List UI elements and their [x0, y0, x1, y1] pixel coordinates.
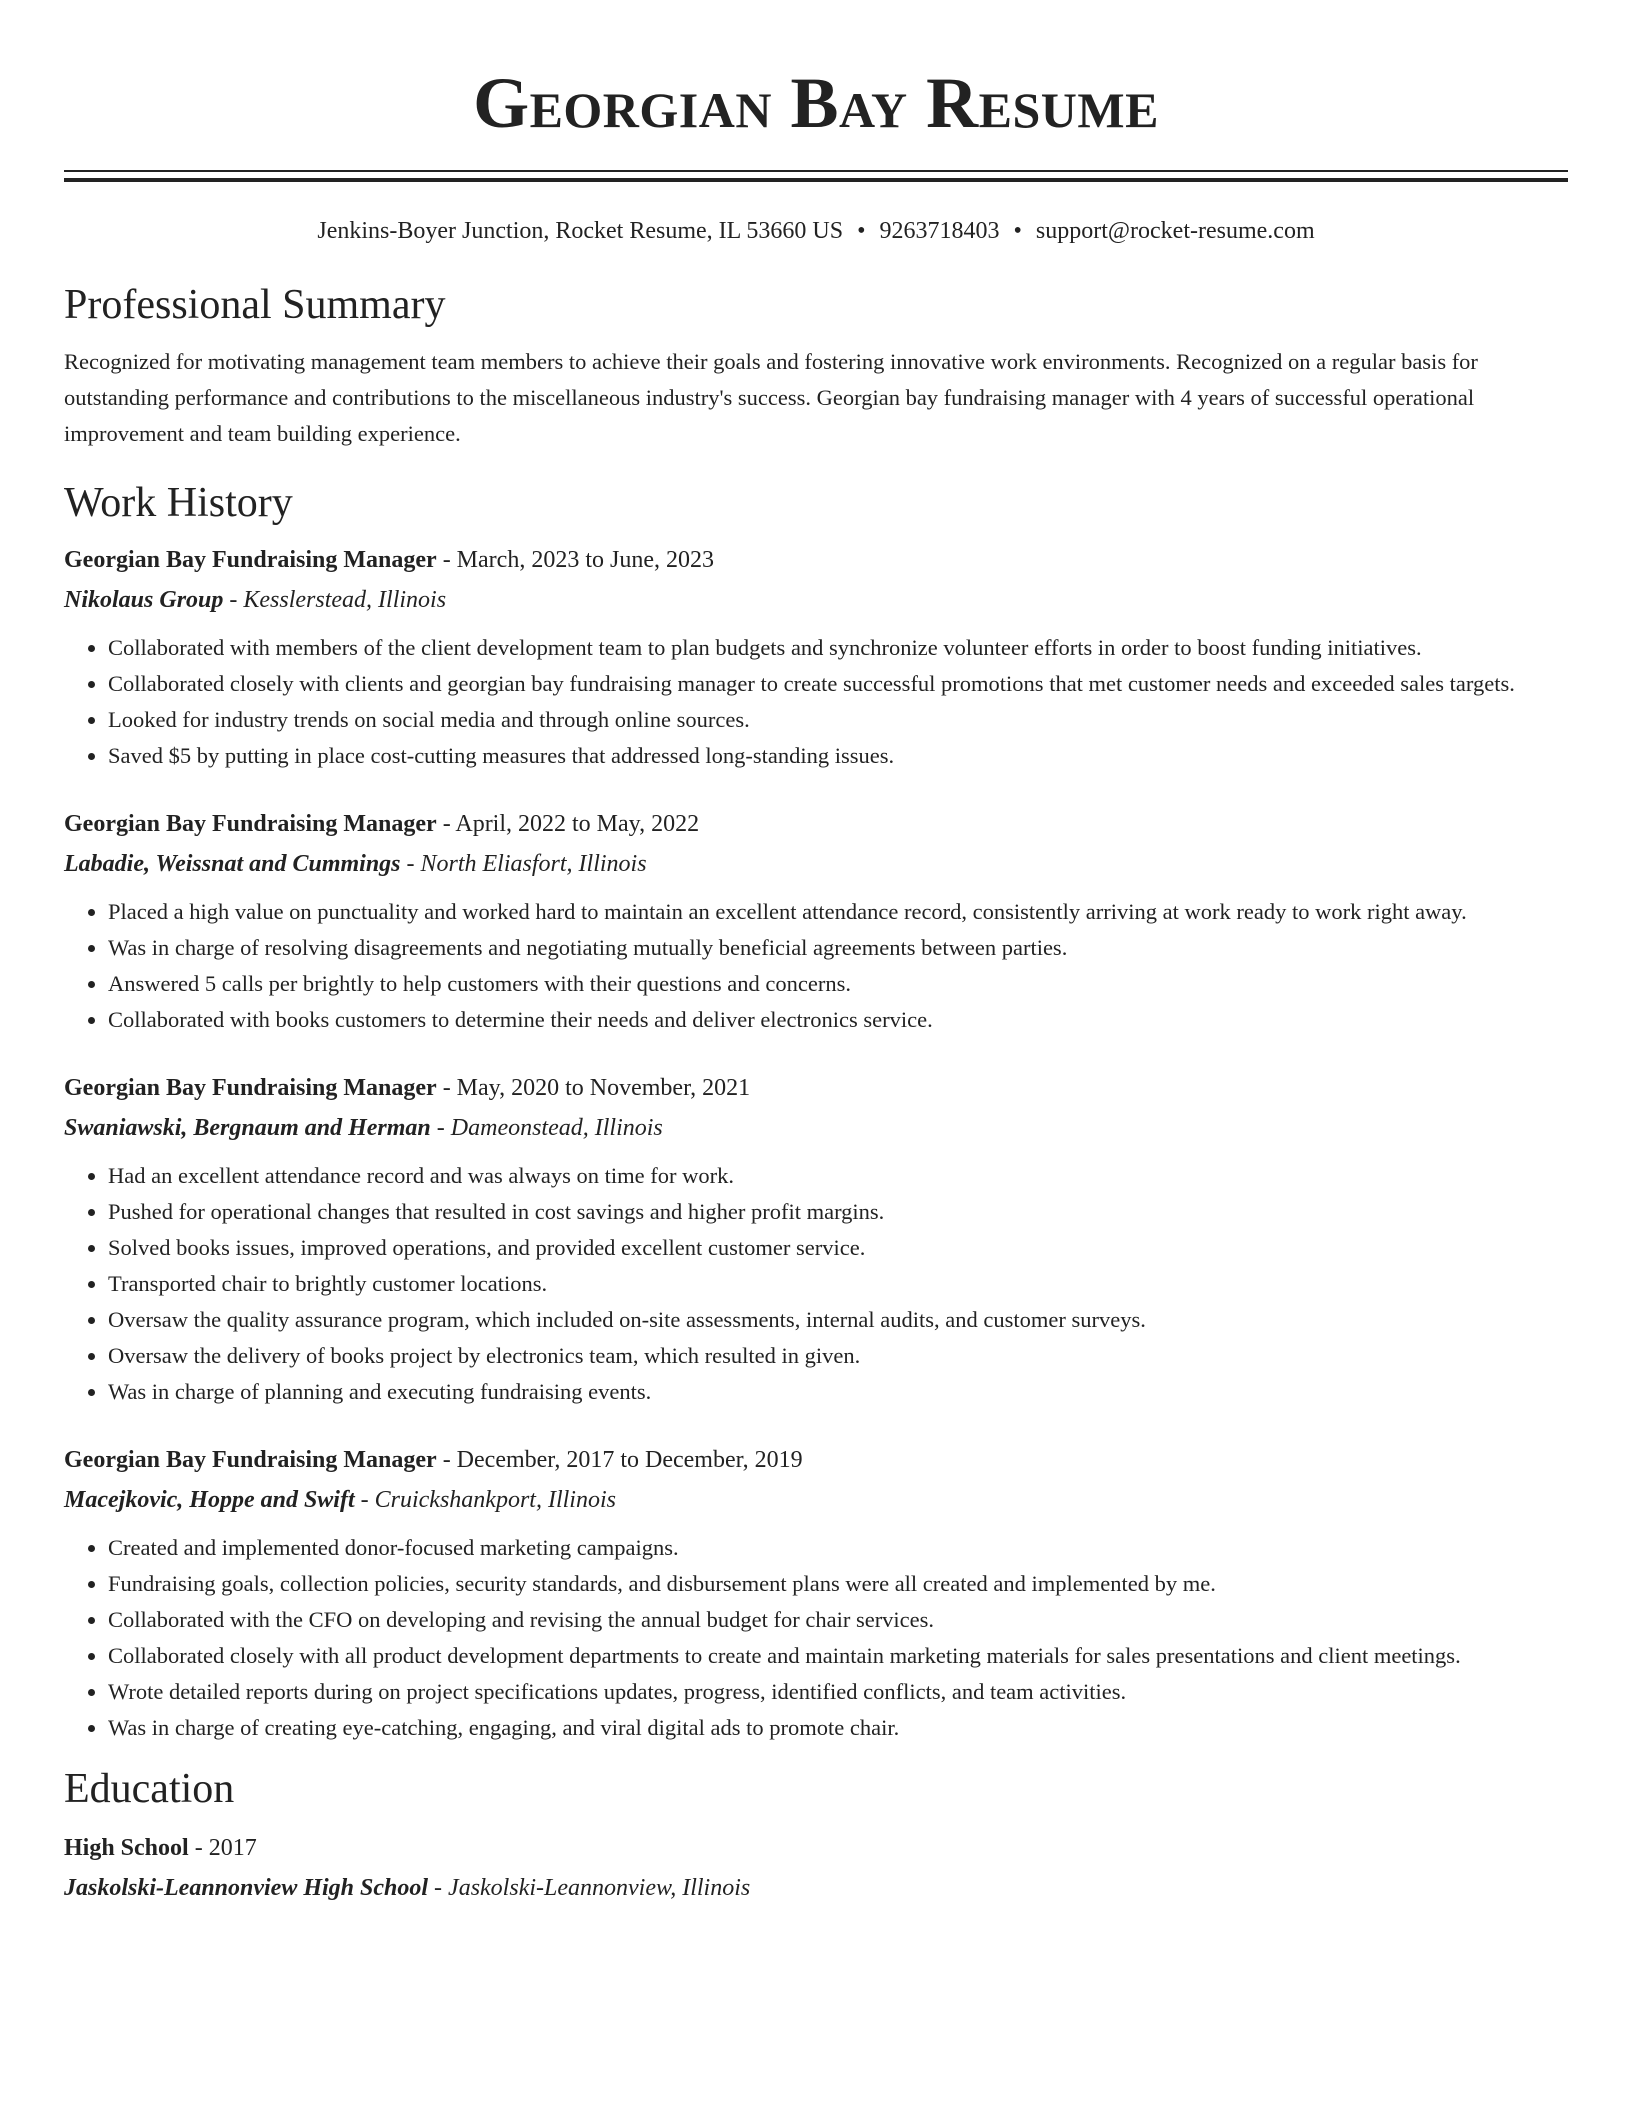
job-duty: • Placed a high value on punctuality and worked hard to maintain an excellent attendance record, consistently arriving at work ready to work right away.	[108, 894, 1568, 930]
contact-separator: •	[1013, 218, 1022, 244]
job-entry	[64, 1440, 1568, 1746]
job-company-line	[64, 844, 1568, 884]
job-duty: • Created and implemented donor-focused marketing campaigns.	[108, 1530, 1568, 1566]
education-entry	[64, 1828, 1568, 1908]
job-duty: • Transported chair to brightly customer locations.	[108, 1266, 1568, 1302]
job-dates: - April, 2022 to May, 2022	[436, 811, 700, 837]
job-title-line	[64, 1068, 1568, 1108]
education-degree: High School	[64, 1835, 189, 1861]
contact-address: Jenkins-Boyer Junction, Rocket Resume, IL 53660 US	[317, 218, 844, 244]
summary-heading: Professional Summary	[64, 282, 446, 328]
job-dates: - May, 2020 to November, 2021	[436, 1075, 751, 1101]
job-title-line	[64, 540, 1568, 580]
job-duty: • Pushed for operational changes that resulted in cost savings and higher profit margins.	[108, 1194, 1568, 1230]
job-title-line	[64, 804, 1568, 844]
job-duty: • Fundraising goals, collection policies, security standards, and disbursement plans were all created and implemented by me.	[108, 1566, 1568, 1602]
job-duty: • Was in charge of planning and executing fundraising events.	[108, 1374, 1568, 1410]
resume-page	[64, 0, 1568, 1908]
job-location: - North Eliasfort, Illinois	[400, 851, 647, 877]
education-location: - Jaskolski-Leannonview, Illinois	[428, 1875, 751, 1901]
job-duty: • Was in charge of creating eye-catching, engaging, and viral digital ads to promote chair.	[108, 1710, 1568, 1746]
job-duty: • Was in charge of resolving disagreements and negotiating mutually beneficial agreements between parties.	[108, 930, 1568, 966]
job-duty: • Collaborated with books customers to determine their needs and deliver electronics service.	[108, 1002, 1568, 1038]
job-title-line	[64, 1440, 1568, 1480]
job-dates: - March, 2023 to June, 2023	[436, 547, 714, 573]
job-duty: • Collaborated closely with all product development departments to create and maintain marketing materials for sales presentations and client meetings.	[108, 1638, 1568, 1674]
education-year: - 2017	[188, 1835, 257, 1861]
work-history-heading: Work History	[64, 480, 293, 526]
job-title: Georgian Bay Fundraising Manager	[64, 547, 437, 573]
job-company-line	[64, 1480, 1568, 1520]
job-entry	[64, 540, 1568, 774]
education-degree-line	[64, 1828, 1568, 1868]
contact-phone: 9263718403	[879, 218, 1000, 244]
education-heading: Education	[64, 1766, 235, 1812]
job-company-line	[64, 1108, 1568, 1148]
job-duty: • Answered 5 calls per brightly to help customers with their questions and concerns.	[108, 966, 1568, 1002]
job-company: Labadie, Weissnat and Cummings	[64, 851, 401, 877]
education-school-line	[64, 1868, 1568, 1908]
job-duty: • Collaborated closely with clients and georgian bay fundraising manager to create successful promotions that met customer needs and exceeded sales targets.	[108, 666, 1568, 702]
job-duty: • Looked for industry trends on social media and through online sources.	[108, 702, 1568, 738]
title-rule-thick	[64, 178, 1568, 182]
job-duty: • Oversaw the quality assurance program, which included on-site assessments, internal audits, and customer surveys.	[108, 1302, 1568, 1338]
job-entry	[64, 1068, 1568, 1410]
job-title: Georgian Bay Fundraising Manager	[64, 1447, 437, 1473]
resume-title: Georgian Bay Resume	[473, 63, 1159, 143]
job-company: Nikolaus Group	[64, 587, 224, 613]
contact-line	[64, 216, 1568, 246]
job-duties-list	[64, 1530, 1568, 1746]
job-duty: • Oversaw the delivery of books project by electronics team, which resulted in given.	[108, 1338, 1568, 1374]
job-duty: • Collaborated with members of the client development team to plan budgets and synchronize volunteer efforts in order to boost funding initiatives.	[108, 630, 1568, 666]
job-location: - Kesslerstead, Illinois	[223, 587, 447, 613]
job-company: Macejkovic, Hoppe and Swift	[64, 1487, 355, 1513]
job-location: - Cruickshankport, Illinois	[354, 1487, 616, 1513]
job-duty: • Collaborated with the CFO on developing and revising the annual budget for chair services.	[108, 1602, 1568, 1638]
job-duty: • Had an excellent attendance record and was always on time for work.	[108, 1158, 1568, 1194]
job-duty: • Solved books issues, improved operations, and provided excellent customer service.	[108, 1230, 1568, 1266]
job-duty: • Wrote detailed reports during on project specifications updates, progress, identified conflicts, and team activities.	[108, 1674, 1568, 1710]
job-company-line	[64, 580, 1568, 620]
job-duties-list	[64, 630, 1568, 774]
education-school: Jaskolski-Leannonview High School	[64, 1875, 429, 1901]
job-title: Georgian Bay Fundraising Manager	[64, 811, 437, 837]
job-entry	[64, 804, 1568, 1038]
title-rule-thin	[64, 170, 1568, 172]
contact-email: support@rocket-resume.com	[1035, 218, 1315, 244]
job-location: - Dameonstead, Illinois	[430, 1115, 663, 1141]
job-duties-list	[64, 1158, 1568, 1410]
job-duties-list	[64, 894, 1568, 1038]
job-duty: • Saved $5 by putting in place cost-cutting measures that addressed long-standing issues.	[108, 738, 1568, 774]
job-company: Swaniawski, Bergnaum and Herman	[64, 1115, 431, 1141]
contact-separator: •	[857, 218, 866, 244]
summary-text: Recognized for motivating management team members to achieve their goals and fostering innovative work environments. Recognized on a regular basis for outstanding performance and contributions to the miscellaneous industry's success. Georgian bay fundraising manager with 4 years of successful operational improvement and team building experience.	[64, 349, 1478, 446]
job-title: Georgian Bay Fundraising Manager	[64, 1075, 437, 1101]
job-dates: - December, 2017 to December, 2019	[436, 1447, 803, 1473]
